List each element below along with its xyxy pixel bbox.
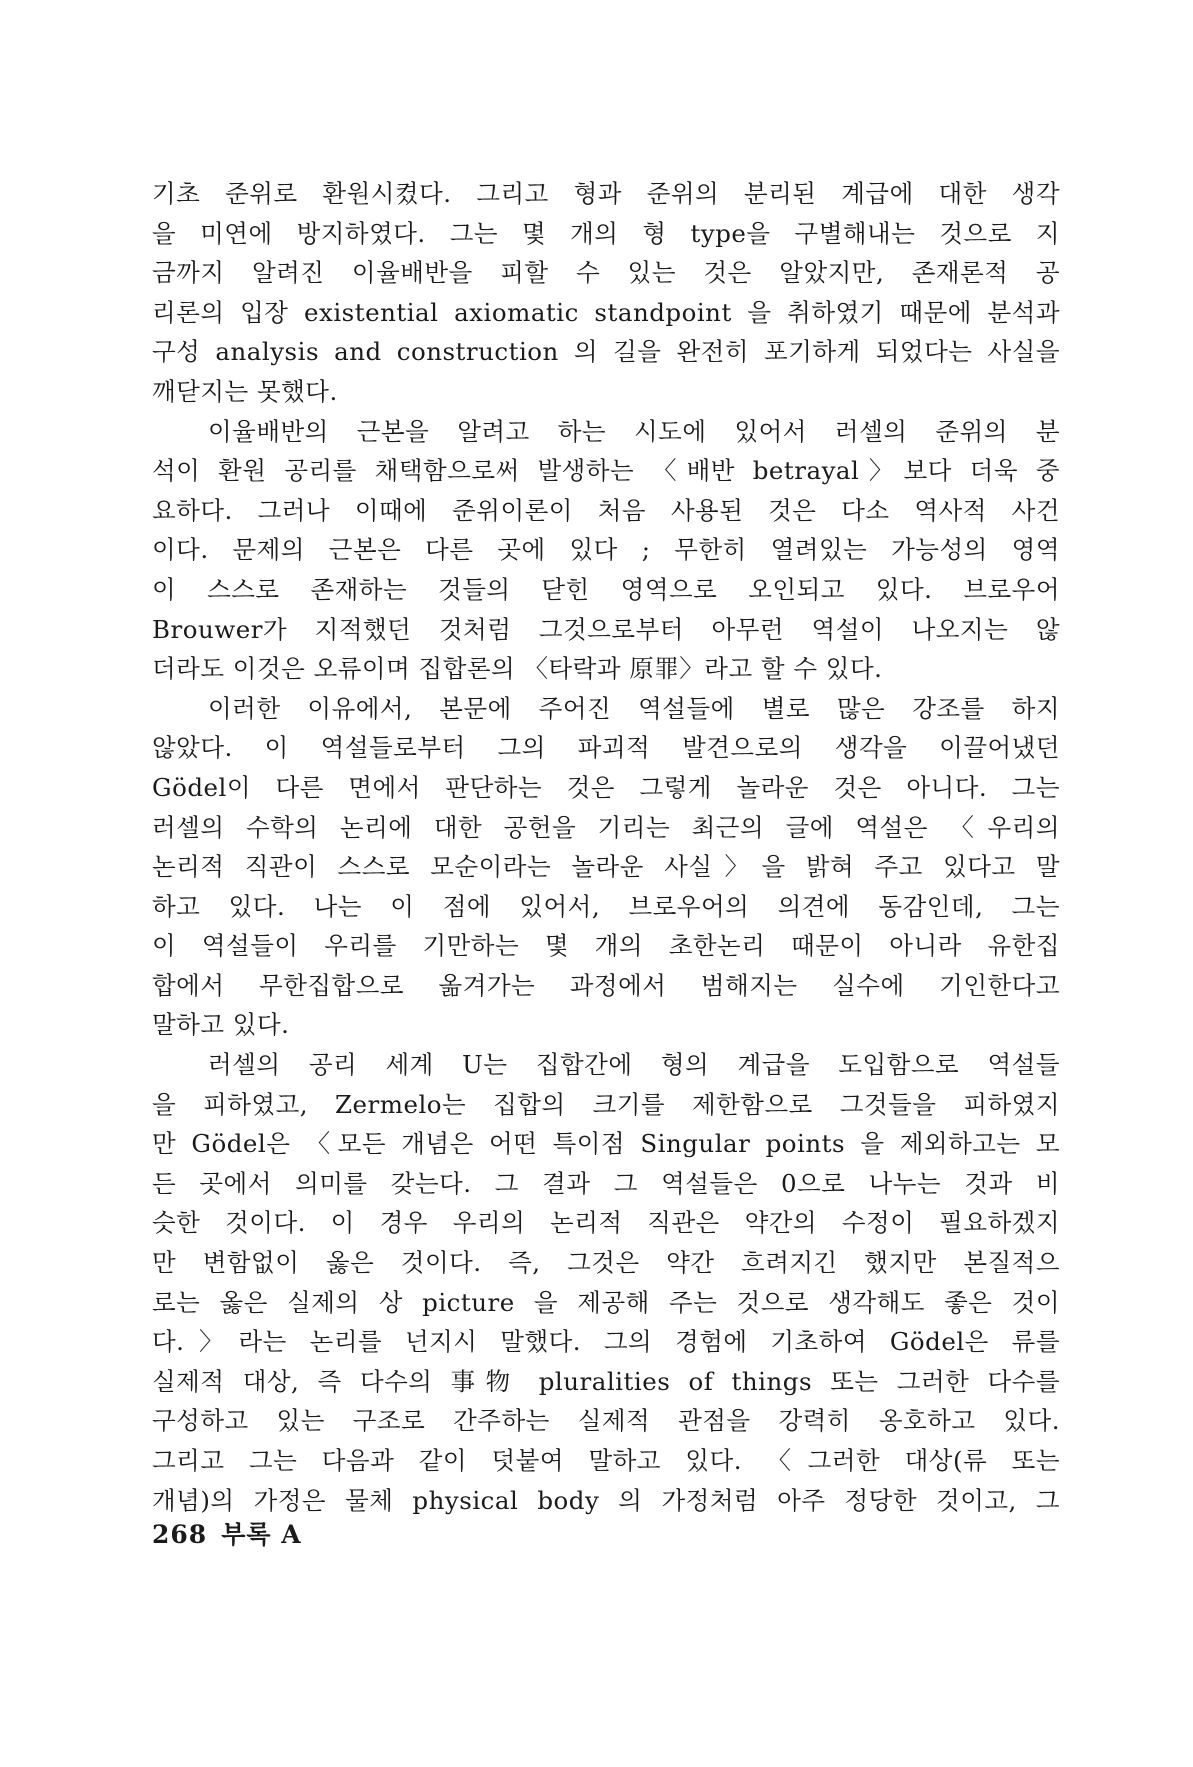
text-line: 금까지 알려진 이율배반을 피할 수 있는 것은 알았지만, 존재론적 공 [152, 258, 1060, 288]
text-line: 그리고 그는 다음과 같이 덧붙여 말하고 있다. 〈그러한 대상(류 또는 [152, 1446, 1060, 1475]
text-line: 실제적 대상, 즉 다수의 事物 pluralities of things 또는 그러한 다수를 [152, 1366, 1060, 1396]
text-line: 하고 있다. 나는 이 점에 있어서, 브로우어의 의견에 동감인데, 그는 [152, 891, 1060, 921]
page-number: 268 [152, 1520, 208, 1549]
text-line: 이다. 문제의 근본은 다른 곳에 있다 ; 무한히 열려있는 가능성의 영역 [152, 535, 1060, 565]
text-line: 기초 준위로 환원시켰다. 그리고 형과 준위의 분리된 계급에 대한 생각 [152, 179, 1060, 208]
text-line: 을 미연에 방지하였다. 그는 몇 개의 형 type을 구별해내는 것으로 지 [152, 218, 1060, 248]
section-label: 부록 A [221, 1520, 302, 1549]
text-line: 만 변함없이 옳은 것이다. 즉, 그것은 약간 흐려지긴 했지만 본질적으 [152, 1248, 1060, 1278]
text-line: 논리적 직관이 스스로 모순이라는 놀라운 사실〉을 밝혀 주고 있다고 말 [152, 852, 1060, 882]
text-line: 구성 analysis and construction 의 길을 완전히 포기하게 되었다는 사실을 [152, 337, 1060, 367]
text-line: 러셀의 공리 세계 U는 집합간에 형의 계급을 도입함으로 역설들 [208, 1050, 1060, 1080]
text-line: 말하고 있다. [152, 1010, 290, 1040]
body-text [152, 174, 1060, 1520]
text-line: 리론의 입장 existential axiomatic standpoint 을 취하였기 때문에 분석과 [152, 297, 1060, 327]
text-line: 을 피하였고, Zermelo는 집합의 크기를 제한함으로 그것들을 피하였지 [152, 1089, 1060, 1119]
text-line: 다.〉라는 논리를 넌지시 말했다. 그의 경험에 기초하여 Gödel은 류를 [152, 1327, 1060, 1357]
text-line: 개념)의 가정은 물체 physical body 의 가정처럼 아주 정당한 것이고, 그 [152, 1485, 1060, 1515]
text-line: 슷한 것이다. 이 경우 우리의 논리적 직관은 약간의 수정이 필요하겠지 [152, 1208, 1060, 1238]
page-footer [152, 1515, 316, 1551]
text-line: 만 Gödel은 〈모든 개념은 어떤 특이점 Singular points 을 제외하고는 모 [152, 1129, 1060, 1159]
text-line: 러셀의 수학의 논리에 대한 공헌을 기리는 최근의 글에 역설은 〈우리의 [152, 812, 1060, 842]
text-line: 이 역설들이 우리를 기만하는 몇 개의 초한논리 때문이 아니라 유한집 [152, 931, 1060, 961]
text-line: 합에서 무한집합으로 옮겨가는 과정에서 범해지는 실수에 기인한다고 [152, 970, 1060, 1000]
text-line: 요하다. 그러나 이때에 준위이론이 처음 사용된 것은 다소 역사적 사건 [152, 495, 1060, 525]
text-line: Brouwer가 지적했던 것처럼 그것으로부터 아무런 역설이 나오지는 않 [152, 614, 1060, 644]
text-line: 않았다. 이 역설들로부터 그의 파괴적 발견으로의 생각을 이끌어냈던 [152, 733, 1060, 763]
text-line: Gödel이 다른 면에서 판단하는 것은 그렇게 놀라운 것은 아니다. 그는 [152, 772, 1060, 802]
text-line: 이러한 이유에서, 본문에 주어진 역설들에 별로 많은 강조를 하지 [208, 693, 1060, 723]
text-line: 로는 옳은 실제의 상 picture 을 제공해 주는 것으로 생각해도 좋은 것이 [152, 1287, 1060, 1317]
text-line: 든 곳에서 의미를 갖는다. 그 결과 그 역설들은 0으로 나누는 것과 비 [152, 1168, 1060, 1198]
text-line: 이 스스로 존재하는 것들의 닫힌 영역으로 오인되고 있다. 브로우어 [152, 574, 1060, 604]
text-line: 더라도 이것은 오류이며 집합론의 〈타락과 原罪〉라고 할 수 있다. [152, 654, 883, 684]
text-line: 구성하고 있는 구조로 간주하는 실제적 관점을 강력히 옹호하고 있다. [152, 1406, 1060, 1436]
text-line: 깨닫지는 못했다. [152, 376, 338, 406]
text-line: 이율배반의 근본을 알려고 하는 시도에 있어서 러셀의 준위의 분 [208, 416, 1060, 446]
text-line: 석이 환원 공리를 채택함으로써 발생하는 〈배반 betrayal〉보다 더욱 중 [152, 456, 1060, 486]
